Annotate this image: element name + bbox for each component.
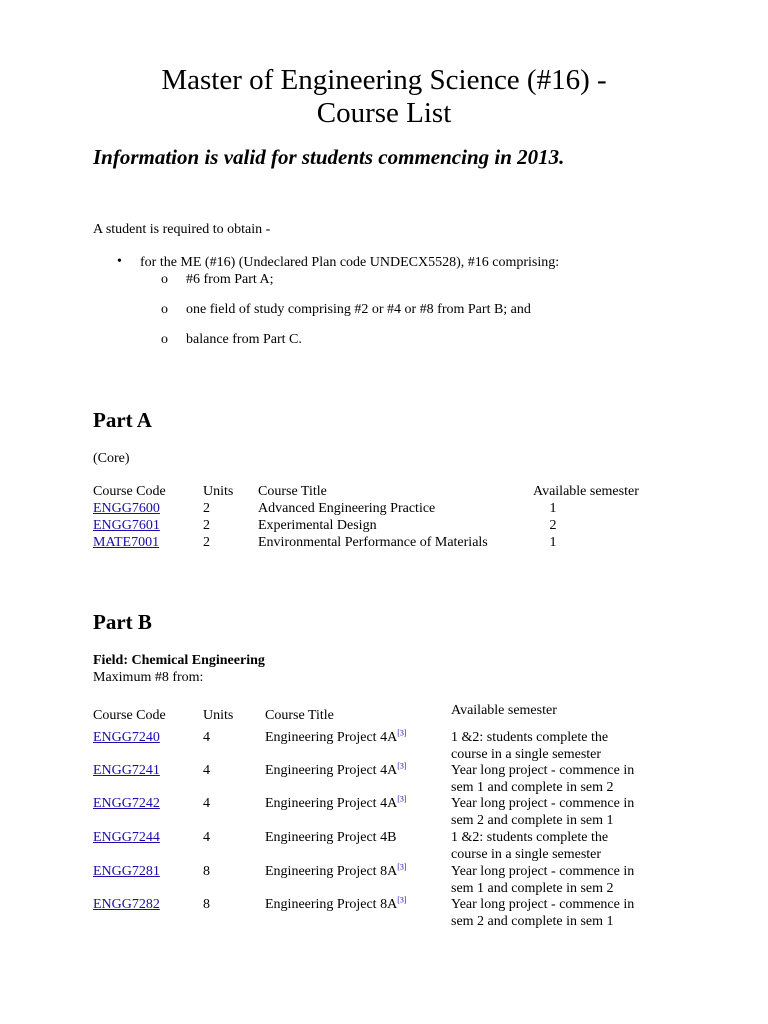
course-semester-line-2: sem 2 and complete in sem 1 [451,914,614,929]
course-semester: 2 [549,518,557,533]
footnote-link[interactable]: [3] [397,895,407,905]
course-title: Engineering Project 8A [265,864,398,879]
course-semester-line-2: course in a single semester [451,847,602,862]
course-title-cell [265,896,407,913]
course-semester-line-1: Year long project - commence in [451,864,635,879]
course-units: 4 [203,763,210,778]
column-header-semester: Available semester [533,484,639,499]
course-title: Experimental Design [258,518,377,533]
maximum-text: Maximum #8 from: [93,670,204,685]
course-semester-line-1: 1 &2: students complete the [451,830,609,845]
course-units: 2 [203,518,210,533]
course-units: 8 [203,897,210,912]
requirement-sub-item: balance from Part C. [186,332,302,347]
course-code-link[interactable]: ENGG7244 [93,830,160,845]
course-title: Engineering Project 4A [265,730,398,745]
footnote-link[interactable]: [3] [397,862,407,872]
course-semester-line-1: Year long project - commence in [451,763,635,778]
course-semester-line-2: course in a single semester [451,747,602,762]
course-units: 2 [203,501,210,516]
part-b-heading: Part B [93,610,152,634]
course-title: Environmental Performance of Materials [258,535,488,550]
sub-bullet-icon: o [161,332,168,347]
field-heading: Field: Chemical Engineering [93,653,265,668]
requirement-sub-item: one field of study comprising #2 or #4 or #8 from Part B; and [186,302,531,317]
course-units: 2 [203,535,210,550]
column-header-title: Course Title [258,484,327,499]
course-code-link[interactable]: ENGG7242 [93,796,160,811]
course-semester: 1 [549,535,557,550]
part-a-note: (Core) [93,451,130,466]
course-code-link[interactable]: ENGG7241 [93,763,160,778]
course-semester-line-2: sem 2 and complete in sem 1 [451,813,614,828]
column-header-units: Units [203,708,234,723]
course-units: 4 [203,796,210,811]
course-code-link[interactable]: ENGG7601 [93,518,160,533]
column-header-code: Course Code [93,708,166,723]
intro-text: A student is required to obtain - [93,222,271,237]
course-semester: 1 [549,501,557,516]
course-title: Engineering Project 4A [265,796,398,811]
validity-subtitle: Information is valid for students commencing in 2013. [93,145,565,169]
footnote-link[interactable]: [3] [397,794,407,804]
course-title: Engineering Project 4B [265,830,397,845]
footnote-link[interactable]: [3] [397,728,407,738]
column-header-semester: Available semester [451,703,557,718]
bullet-icon: • [117,254,122,269]
course-semester-line-1: Year long project - commence in [451,796,635,811]
page-title-line-1: Master of Engineering Science (#16) - [161,64,607,96]
course-code-link[interactable]: MATE7001 [93,535,160,550]
column-header-title: Course Title [265,708,334,723]
course-code-link[interactable]: ENGG7282 [93,897,160,912]
requirement-sub-item: #6 from Part A; [186,272,274,287]
sub-bullet-icon: o [161,272,168,287]
part-a-heading: Part A [93,408,152,432]
page-title-line-2: Course List [316,97,452,129]
course-semester-line-1: 1 &2: students complete the [451,730,609,745]
course-title-cell [265,863,407,880]
column-header-code: Course Code [93,484,166,499]
course-code-link[interactable]: ENGG7600 [93,501,160,516]
course-semester-line-1: Year long project - commence in [451,897,635,912]
course-semester-line-2: sem 1 and complete in sem 2 [451,780,614,795]
course-title: Advanced Engineering Practice [258,501,436,516]
course-code-link[interactable]: ENGG7240 [93,730,160,745]
course-semester-line-2: sem 1 and complete in sem 2 [451,881,614,896]
course-title-cell [265,729,407,746]
course-units: 4 [203,830,210,845]
column-header-units: Units [203,484,234,499]
course-code-link[interactable]: ENGG7281 [93,864,160,879]
requirement-main: for the ME (#16) (Undeclared Plan code UNDECX5528), #16 comprising: [140,255,560,270]
footnote-link[interactable]: [3] [397,761,407,771]
course-title-cell [265,762,407,779]
course-units: 8 [203,864,210,879]
sub-bullet-icon: o [161,302,168,317]
course-units: 4 [203,730,210,745]
course-title-cell [265,795,407,812]
course-title: Engineering Project 8A [265,897,398,912]
course-title: Engineering Project 4A [265,763,398,778]
